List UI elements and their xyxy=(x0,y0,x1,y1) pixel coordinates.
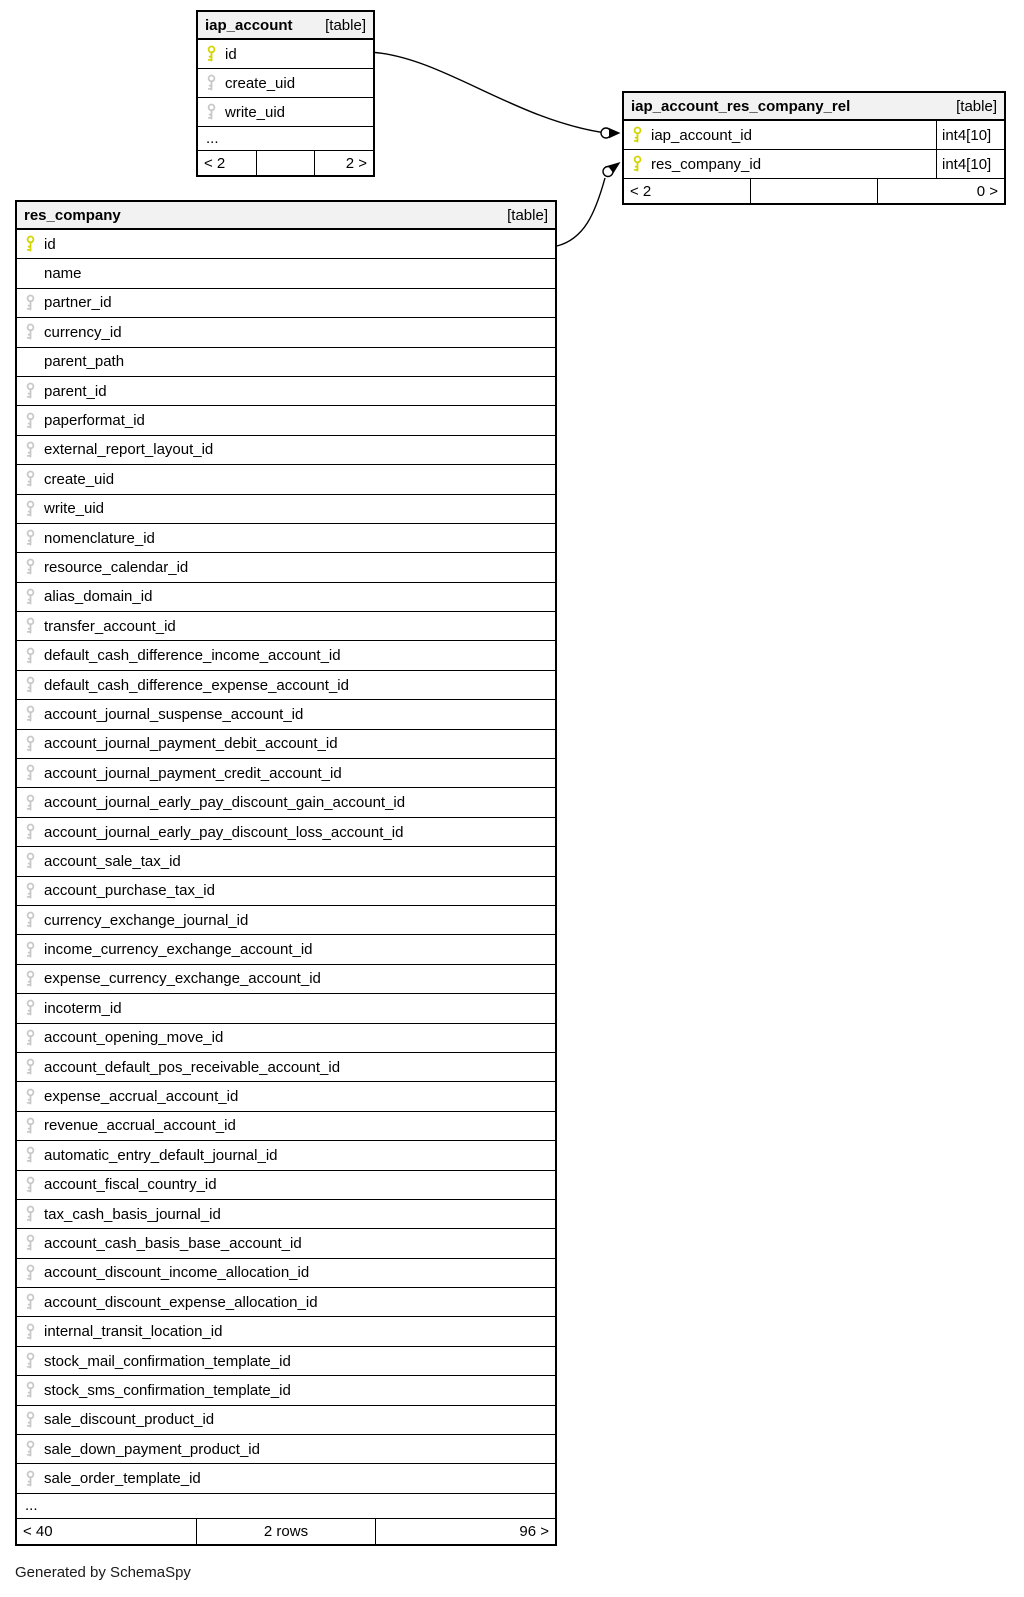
column-row-account_journal_early_pay_discount_gain_account_id[interactable] xyxy=(17,788,555,817)
foreign-key-icon xyxy=(205,74,218,92)
column-row-create_uid[interactable] xyxy=(17,465,555,494)
foreign-key-icon xyxy=(24,1176,37,1194)
column-name: ... xyxy=(206,130,219,147)
column-row-sale_order_template_id[interactable] xyxy=(17,1464,555,1493)
column-row-account_journal_suspense_account_id[interactable] xyxy=(17,700,555,729)
column-row-default_cash_difference_expense_account_id[interactable] xyxy=(17,671,555,700)
column-row-account_default_pos_receivable_account_id[interactable] xyxy=(17,1053,555,1082)
footer-children-count: 2 > xyxy=(345,154,368,172)
foreign-key-icon xyxy=(24,1058,37,1076)
column-row-stock_mail_confirmation_template_id[interactable] xyxy=(17,1347,555,1376)
foreign-key-icon xyxy=(205,103,218,121)
column-name: id xyxy=(44,235,56,253)
column-name: sale_order_template_id xyxy=(44,1470,201,1488)
column-name: create_uid xyxy=(225,74,296,92)
footer-children-count: 96 > xyxy=(519,1522,550,1540)
foreign-key-icon xyxy=(24,764,37,782)
table-columns-iap-account xyxy=(198,40,373,151)
column-name: parent_path xyxy=(44,353,125,371)
column-name: incoterm_id xyxy=(44,999,122,1017)
foreign-key-icon xyxy=(24,1411,37,1429)
column-row-revenue_accrual_account_id[interactable] xyxy=(17,1112,555,1141)
column-name: account_journal_suspense_account_id xyxy=(44,705,304,723)
foreign-key-icon xyxy=(24,705,37,723)
foreign-key-icon xyxy=(24,529,37,547)
foreign-key-icon xyxy=(24,1381,37,1399)
column-name: create_uid xyxy=(44,470,115,488)
column-row-tax_cash_basis_journal_id[interactable] xyxy=(17,1200,555,1229)
column-name: internal_transit_location_id xyxy=(44,1323,223,1341)
column-name: account_discount_expense_allocation_id xyxy=(44,1293,318,1311)
column-name: expense_accrual_account_id xyxy=(44,1088,239,1106)
foreign-key-icon xyxy=(24,500,37,518)
foreign-key-icon xyxy=(24,1088,37,1106)
foreign-key-icon xyxy=(24,1029,37,1047)
column-row-id[interactable] xyxy=(198,40,373,69)
foreign-key-icon xyxy=(24,970,37,988)
table-footer-iap-account xyxy=(198,151,373,175)
column-row-account_journal_payment_debit_account_id[interactable] xyxy=(17,730,555,759)
foreign-key-icon xyxy=(24,999,37,1017)
foreign-key-icon xyxy=(24,852,37,870)
table-footer-iap-account-res-company-rel xyxy=(624,179,1004,203)
column-row-account_purchase_tax_id[interactable] xyxy=(17,877,555,906)
column-name: res_company_id xyxy=(651,155,762,173)
table-res-company xyxy=(15,200,557,1546)
column-row-write_uid[interactable] xyxy=(17,495,555,524)
column-row-sale_down_payment_product_id[interactable] xyxy=(17,1435,555,1464)
column-name: parent_id xyxy=(44,382,107,400)
column-name: default_cash_difference_expense_account_id xyxy=(44,676,349,694)
column-name: account_journal_early_pay_discount_gain_account_id xyxy=(44,794,406,812)
column-row-account_cash_basis_base_account_id[interactable] xyxy=(17,1229,555,1258)
foreign-key-icon xyxy=(24,1470,37,1488)
column-name: account_fiscal_country_id xyxy=(44,1176,217,1194)
column-row-currency_exchange_journal_id[interactable] xyxy=(17,906,555,935)
column-row-automatic_entry_default_journal_id[interactable] xyxy=(17,1141,555,1170)
column-name: automatic_entry_default_journal_id xyxy=(44,1146,278,1164)
column-row-account_journal_payment_credit_account_id[interactable] xyxy=(17,759,555,788)
column-row-sale_discount_product_id[interactable] xyxy=(17,1406,555,1435)
column-name: account_journal_early_pay_discount_loss_account_id xyxy=(44,823,404,841)
column-name: resource_calendar_id xyxy=(44,558,189,576)
foreign-key-icon xyxy=(24,323,37,341)
table-footer-res-company xyxy=(17,1519,555,1544)
column-type: int4[10] xyxy=(936,121,1004,149)
column-row-paperformat_id[interactable] xyxy=(17,406,555,435)
column-row-account_journal_early_pay_discount_loss_account_id[interactable] xyxy=(17,818,555,847)
column-type: int4[10] xyxy=(936,150,1004,178)
column-row-external_report_layout_id[interactable] xyxy=(17,436,555,465)
column-name: tax_cash_basis_journal_id xyxy=(44,1205,221,1223)
table-columns-iap-account-res-company-rel xyxy=(624,121,1004,179)
table-type-label: [table] xyxy=(956,97,997,115)
primary-key-icon xyxy=(205,45,218,63)
column-name: currency_id xyxy=(44,323,122,341)
foreign-key-icon xyxy=(24,1293,37,1311)
relationship-iap-account-to-rel xyxy=(375,53,621,139)
column-name: external_report_layout_id xyxy=(44,441,214,459)
foreign-key-icon xyxy=(24,1146,37,1164)
table-name: iap_account_res_company_rel xyxy=(631,97,851,115)
foreign-key-icon xyxy=(24,1234,37,1252)
column-row-stock_sms_confirmation_template_id[interactable] xyxy=(17,1376,555,1405)
table-header-iap-account-res-company-rel[interactable] xyxy=(624,93,1004,121)
arrowhead-icon xyxy=(609,128,621,138)
column-row-account_sale_tax_id[interactable] xyxy=(17,847,555,876)
column-row-internal_transit_location_id[interactable] xyxy=(17,1317,555,1346)
column-row-iap_account_id[interactable] xyxy=(624,121,1004,150)
generator-note: Generated by SchemaSpy xyxy=(15,1564,191,1581)
column-name: revenue_accrual_account_id xyxy=(44,1117,236,1135)
column-name: income_currency_exchange_account_id xyxy=(44,941,313,959)
column-row-account_discount_expense_allocation_id[interactable] xyxy=(17,1288,555,1317)
table-name: res_company xyxy=(24,206,121,224)
foreign-key-icon xyxy=(24,1352,37,1370)
primary-key-icon xyxy=(631,126,644,144)
column-name: partner_id xyxy=(44,294,112,312)
table-header-iap-account[interactable] xyxy=(198,12,373,40)
foreign-key-icon xyxy=(24,470,37,488)
foreign-key-icon xyxy=(24,588,37,606)
column-name: nomenclature_id xyxy=(44,529,155,547)
column-row-account_discount_income_allocation_id[interactable] xyxy=(17,1259,555,1288)
column-name: sale_discount_product_id xyxy=(44,1411,215,1429)
foreign-key-icon xyxy=(24,558,37,576)
foreign-key-icon xyxy=(24,1440,37,1458)
column-row-partner_id[interactable] xyxy=(17,289,555,318)
foreign-key-icon xyxy=(24,1205,37,1223)
foreign-key-icon xyxy=(24,1117,37,1135)
foreign-key-icon xyxy=(24,647,37,665)
footer-parents-count: < 2 xyxy=(624,179,751,203)
foreign-key-icon xyxy=(24,1264,37,1282)
footer-rows-count: 2 rows xyxy=(197,1519,377,1544)
column-name: account_cash_basis_base_account_id xyxy=(44,1234,302,1252)
ellipsis-row[interactable] xyxy=(198,127,373,151)
footer-parents-count: < 2 xyxy=(198,151,257,175)
foreign-key-icon xyxy=(24,1323,37,1341)
table-type-label: [table] xyxy=(507,206,548,224)
column-row-name[interactable] xyxy=(17,259,555,288)
column-name: ... xyxy=(25,1497,38,1515)
column-name: currency_exchange_journal_id xyxy=(44,911,249,929)
table-iap-account xyxy=(196,10,375,177)
column-row-default_cash_difference_income_account_id[interactable] xyxy=(17,641,555,670)
column-row-account_opening_move_id[interactable] xyxy=(17,1024,555,1053)
footer-rows-count xyxy=(751,179,878,203)
relationship-line xyxy=(557,178,605,246)
column-name: stock_sms_confirmation_template_id xyxy=(44,1381,291,1399)
column-row-transfer_account_id[interactable] xyxy=(17,612,555,641)
foreign-key-icon xyxy=(24,735,37,753)
column-name: stock_mail_confirmation_template_id xyxy=(44,1352,291,1370)
column-name: transfer_account_id xyxy=(44,617,176,635)
column-name: default_cash_difference_income_account_id xyxy=(44,647,341,665)
column-row-incoterm_id[interactable] xyxy=(17,994,555,1023)
column-row-parent_id[interactable] xyxy=(17,377,555,406)
column-name: account_default_pos_receivable_account_id xyxy=(44,1058,341,1076)
column-row-expense_currency_exchange_account_id[interactable] xyxy=(17,965,555,994)
footer-rows-count xyxy=(257,151,316,175)
foreign-key-icon xyxy=(24,794,37,812)
column-row-alias_domain_id[interactable] xyxy=(17,583,555,612)
column-row-id[interactable] xyxy=(17,230,555,259)
column-name: iap_account_id xyxy=(651,126,752,144)
primary-key-icon xyxy=(631,155,644,173)
column-name: id xyxy=(225,45,237,63)
table-type-label: [table] xyxy=(325,16,366,34)
foreign-key-icon xyxy=(24,911,37,929)
table-name: iap_account xyxy=(205,16,293,34)
column-row-account_fiscal_country_id[interactable] xyxy=(17,1171,555,1200)
foreign-key-icon xyxy=(24,823,37,841)
foreign-key-icon xyxy=(24,941,37,959)
foreign-key-icon xyxy=(24,882,37,900)
arrowhead-icon xyxy=(608,162,621,173)
ellipsis-row[interactable] xyxy=(17,1494,555,1519)
column-name: sale_down_payment_product_id xyxy=(44,1440,260,1458)
foreign-key-icon xyxy=(24,412,37,430)
column-name: account_discount_income_allocation_id xyxy=(44,1264,310,1282)
relationship-res-company-to-rel xyxy=(557,162,621,246)
column-row-income_currency_exchange_account_id[interactable] xyxy=(17,935,555,964)
foreign-key-icon xyxy=(24,617,37,635)
column-name: paperformat_id xyxy=(44,412,145,430)
column-row-res_company_id[interactable] xyxy=(624,150,1004,179)
column-row-resource_calendar_id[interactable] xyxy=(17,553,555,582)
column-row-nomenclature_id[interactable] xyxy=(17,524,555,553)
zero-cardinality-circle xyxy=(601,128,611,138)
footer-children-count: 0 > xyxy=(976,182,998,200)
column-row-write_uid[interactable] xyxy=(198,98,373,127)
foreign-key-icon xyxy=(24,382,37,400)
column-row-expense_accrual_account_id[interactable] xyxy=(17,1082,555,1111)
table-iap-account-res-company-rel xyxy=(622,91,1006,205)
foreign-key-icon xyxy=(24,676,37,694)
primary-key-icon xyxy=(24,235,37,253)
column-name: alias_domain_id xyxy=(44,588,153,606)
column-name: account_journal_payment_debit_account_id xyxy=(44,735,338,753)
column-name: write_uid xyxy=(225,103,286,121)
zero-cardinality-circle xyxy=(603,167,613,177)
foreign-key-icon xyxy=(24,294,37,312)
column-row-create_uid[interactable] xyxy=(198,69,373,98)
column-name: write_uid xyxy=(44,500,105,518)
column-name: account_sale_tax_id xyxy=(44,852,181,870)
column-row-currency_id[interactable] xyxy=(17,318,555,347)
foreign-key-icon xyxy=(24,441,37,459)
footer-parents-count: < 40 xyxy=(17,1519,197,1544)
column-name: name xyxy=(44,265,82,283)
relationship-line xyxy=(375,53,606,134)
column-name: account_purchase_tax_id xyxy=(44,882,215,900)
table-columns-res-company xyxy=(17,230,555,1519)
column-name: account_opening_move_id xyxy=(44,1029,224,1047)
table-header-res-company[interactable] xyxy=(17,202,555,230)
column-row-parent_path[interactable] xyxy=(17,348,555,377)
column-name: expense_currency_exchange_account_id xyxy=(44,970,321,988)
column-name: account_journal_payment_credit_account_id xyxy=(44,764,342,782)
